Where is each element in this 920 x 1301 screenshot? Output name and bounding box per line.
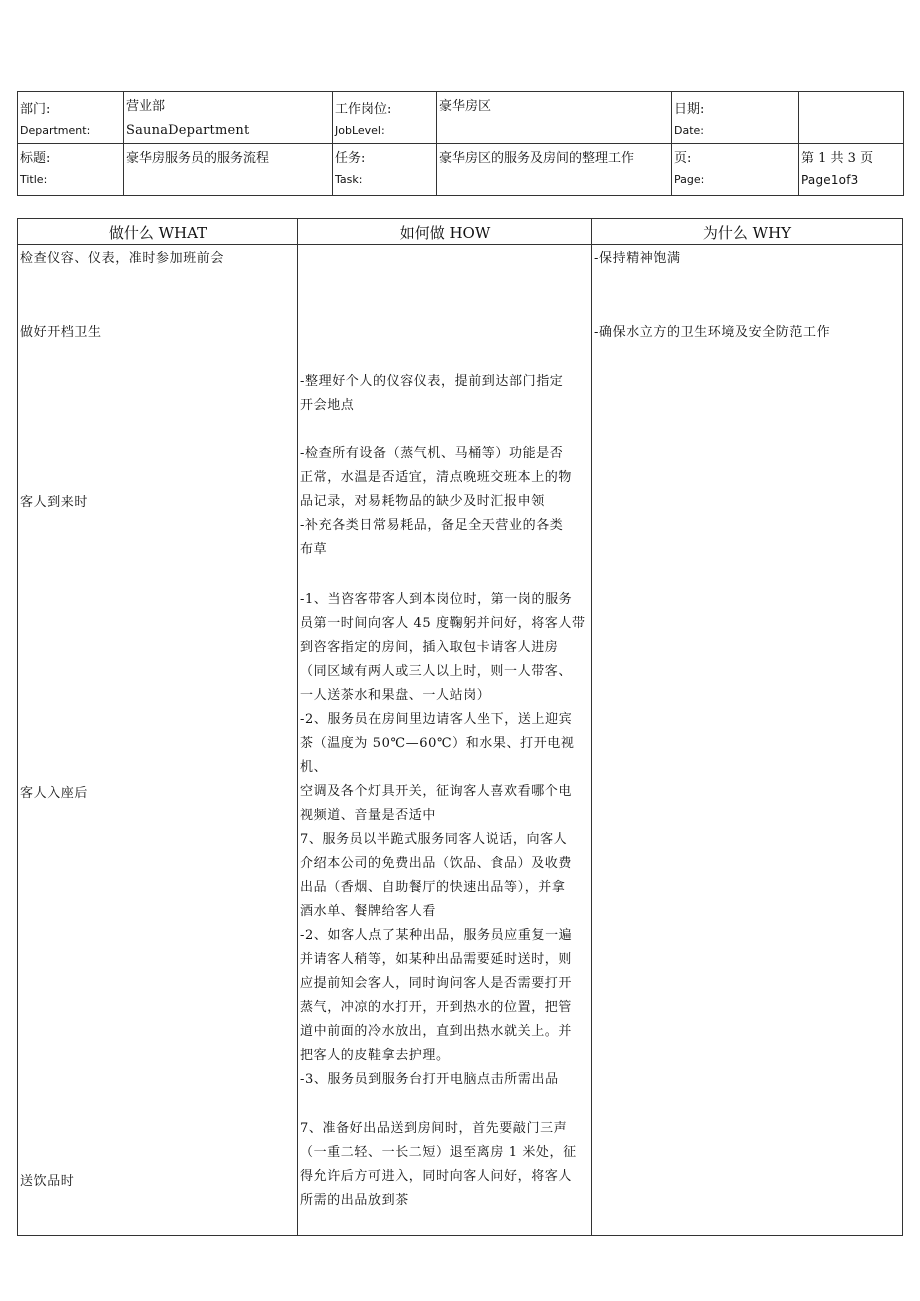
how-block: -检查所有设备（蒸气机、马桶等）功能是否 正常，水温是否适宜，清点晚班交班本上的物 品记录，对易耗物品的缺少及时汇报申领 -补充各类日常易耗品，备足全天营业的各类 布草 xyxy=(300,446,573,557)
what-item: 客人到来时 xyxy=(20,495,89,510)
how-block: -整理好个人的仪容仪表，提前到达部门指定 开会地点 xyxy=(300,374,564,413)
date-label: 日期: xyxy=(674,102,705,117)
department-label-cell xyxy=(18,92,124,144)
why-item: -确保水立方的卫生环境及安全防范工作 xyxy=(594,325,831,340)
department-label-en: Department: xyxy=(20,124,91,137)
date-label-en: Date: xyxy=(674,124,704,137)
page-number: 第 1 共 3 页 xyxy=(801,151,874,166)
what-item: 客人入座后 xyxy=(20,786,89,801)
what-item: 做好开档卫生 xyxy=(20,325,102,340)
page-label: 页: xyxy=(674,151,692,166)
department-value-cell xyxy=(124,92,333,144)
position-label-en: JobLevel: xyxy=(335,124,385,137)
position-value-cell xyxy=(437,92,672,144)
task-label: 任务: xyxy=(335,151,366,166)
department-label: 部门: xyxy=(20,102,51,117)
position-label-cell xyxy=(333,92,437,144)
position-label: 工作岗位: xyxy=(335,102,392,117)
date-label-cell xyxy=(672,92,799,144)
column-divider xyxy=(297,219,298,1235)
page-label-en: Page: xyxy=(674,173,705,186)
what-column-header: 做什么 WHAT xyxy=(18,219,298,245)
why-item: -保持精神饱满 xyxy=(594,251,681,266)
title-label: 标题: xyxy=(20,151,51,166)
what-item: 检查仪容、仪表，准时参加班前会 xyxy=(20,251,225,266)
department-value-en: SaunaDepartment xyxy=(126,123,250,138)
what-item: 送饮品时 xyxy=(20,1174,75,1189)
title-value-cell xyxy=(124,144,333,196)
position-value: 豪华房区 xyxy=(439,99,492,114)
how-block: 7、服务员以半跪式服务同客人说话，向客人 介绍本公司的免费出品（饮品、食品）及收费 出品（香烟、自助餐厅的快速出品等），并拿 酒水单、餐牌给客人看 -2、如客人点了某种出品，服务员应重复一遍 并请客人稍等，如某种出品需要延时送时，则 应提前知会客人，同时询问客人是否需要打开 蒸气，冲凉的水打开，开到热水的位置，把管 道中前面的冷水放出，直到出热水就关上。并 把客人的皮鞋拿去护理。 -3、服务员到服务台打开电脑点击所需出品 xyxy=(300,832,573,1087)
task-label-cell xyxy=(333,144,437,196)
procedure-table xyxy=(17,218,903,1236)
title-label-en: Title: xyxy=(20,173,48,186)
date-value-cell xyxy=(799,92,904,144)
header-table xyxy=(17,91,904,196)
page-number-en: Page1of3 xyxy=(801,173,859,187)
task-label-en: Task: xyxy=(335,173,363,186)
how-column-header: 如何做 HOW xyxy=(298,219,592,245)
how-block: 7、准备好出品送到房间时，首先要敲门三声 （一重二轻、一长二短）退至离房 1 米处，征 得允许后方可进入，同时向客人问好，将客人 所需的出品放到茶 xyxy=(300,1121,577,1208)
title-label-cell xyxy=(18,144,124,196)
title-value: 豪华房服务员的服务流程 xyxy=(126,151,270,166)
page-value-cell xyxy=(799,144,904,196)
task-value-cell xyxy=(437,144,672,196)
how-block: -1、当咨客带客人到本岗位时，第一岗的服务 员第一时间向客人 45 度鞠躬并问好，将客人带 到咨客指定的房间，插入取包卡请客人进房 （同区域有两人或三人以上时，则一人带客、 一人送茶水和果盘、一人站岗） -2、服务员在房间里边请客人坐下，送上迎宾 茶（温度为 50℃—60℃）和水果、打开电视机、 空调及各个灯具开关，征询客人喜欢看哪个电 视频道、音量是否适中 xyxy=(300,592,586,823)
task-value: 豪华房区的服务及房间的整理工作 xyxy=(439,151,635,166)
why-column-header: 为什么 WHY xyxy=(592,219,902,245)
department-value: 营业部 xyxy=(126,99,166,114)
page-label-cell xyxy=(672,144,799,196)
